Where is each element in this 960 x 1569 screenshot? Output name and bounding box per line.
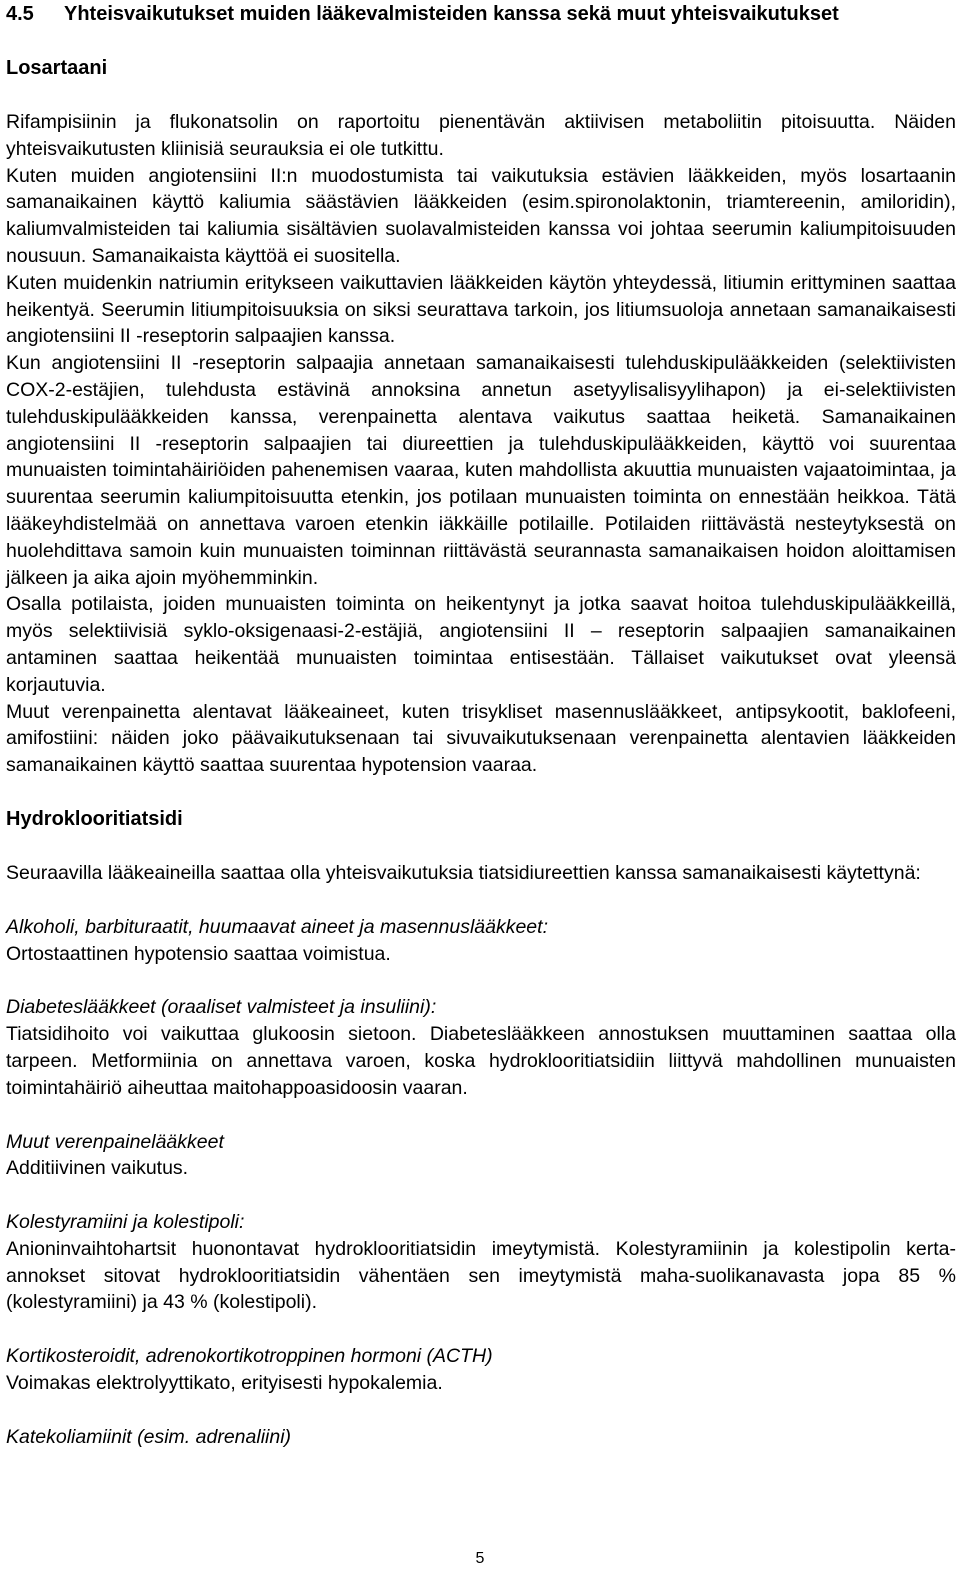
interaction-text-resins: Anioninvaihtohartsit huonontavat hydroklooritiatsidin imeytymistä. Kolestyramiinin ja kolestipolin kerta-annokset sitovat hydroklooritiatsidin vähentäen sen imeytymistä maha-suolikanavasta jopa 85 % (kolestyramiini) ja 43 % (kolestipoli). bbox=[6, 1237, 956, 1314]
interaction-label-corticosteroids: Kortikosteroidit, adrenokortikotroppinen hormoni (ACTH) bbox=[6, 1345, 493, 1368]
section-number: 4.5 bbox=[6, 3, 34, 25]
interaction-label-antidiabetics: Diabeteslääkkeet (oraaliset valmisteet ja insuliini): bbox=[6, 996, 437, 1019]
interaction-label-resins: Kolestyramiini ja kolestipoli: bbox=[6, 1211, 245, 1234]
losartan-paragraph-1: Rifampisiinin ja flukonatsolin on raportoitu pienentävän aktiivisen metaboliitin pitoisuutta. Näiden yhteisvaikutusten kliinisiä seurauksia ei ole tutkittu. bbox=[6, 111, 956, 160]
interaction-text-antidiabetics: Tiatsidihoito voi vaikuttaa glukoosin sietoon. Diabeteslääkkeen annostuksen muuttaminen saattaa olla tarpeen. Metformiinia on annettava varoen, koska hydroklooritiatsidiin liittyvä mahdollinen munuaisten toimintahäiriö aiheuttaa maitohappoasidoosin vaaran. bbox=[6, 1023, 956, 1099]
section-title: Yhteisvaikutukset muiden lääkevalmisteiden kanssa sekä muut yhteisvaikutukset bbox=[64, 3, 839, 25]
hct-heading: Hydroklooritiatsidi bbox=[6, 807, 183, 830]
interaction-text-antihypertensives: Additiivinen vaikutus. bbox=[6, 1157, 189, 1180]
document-page bbox=[6, 0, 956, 1451]
losartan-paragraph-6: Muut verenpainetta alentavat lääkeaineet, kuten trisykliset masennuslääkkeet, antipsykootit, baklofeeni, amifostiini: näiden joko päävaikutuksenaan tai sivuvaikutuksenaan verenpainetta alentavien lääkkeiden samanaikainen käyttö saattaa suurentaa hypotension vaaraa. bbox=[6, 700, 956, 777]
losartan-paragraph-2: Kuten muiden angiotensiini II:n muodostumista tai vaikutuksia estävien lääkkeiden, myös losartaanin samanaikainen käyttö kaliumia säästävien lääkkeiden (esim.spironolaktonin, triamtereenin, amiloridin), kaliumvalmisteiden tai kaliumia sisältävien suolavalmisteiden kanssa voi johtaa seerumin kaliumpitoisuuden nousuun. Samanaikaista käyttöä ei suositella. bbox=[6, 164, 956, 267]
interaction-text-alcohol: Ortostaattinen hypotensio saattaa voimistua. bbox=[6, 942, 391, 965]
section-heading bbox=[6, 0, 956, 28]
losartan-paragraph-5: Osalla potilaista, joiden munuaisten toiminta on heikentynyt ja jotka saavat hoitoa tulehduskipulääkkeillä, myös selektiivisiä syklo-oksigenaasi-2-estäjiä, angiotensiini II – reseptorin salpaajien samanaikainen antaminen saattaa heikentää munuaisten toimintaa entisestään. Tällaiset vaikutukset ovat yleensä korjautuvia. bbox=[6, 593, 956, 696]
page-number: 5 bbox=[475, 1550, 485, 1567]
interaction-label-alcohol: Alkoholi, barbituraatit, huumaavat aineet ja masennuslääkkeet: bbox=[6, 915, 548, 938]
interaction-label-catecholamines: Katekoliamiinit (esim. adrenaliini) bbox=[6, 1425, 292, 1448]
hct-intro: Seuraavilla lääkeaineilla saattaa olla yhteisvaikutuksia tiatsidiureettien kanssa samanaikaisesti käytettynä: bbox=[6, 861, 921, 884]
losartan-paragraph-4: Kun angiotensiini II -reseptorin salpaajia annetaan samanaikaisesti tulehduskipulääkkeiden (selektiivisten COX-2-estäjien, tulehdusta estävinä annoksina annetun asetyylisalisyylihapon) ja ei-selektiivisten tulehduskipulääkkeiden kanssa, verenpainetta alentava vaikutus saattaa heiketä. Samanaikainen angiotensiini II -reseptorin salpaajien tai diureettien ja tulehduskipulääkkeiden, käyttö voi suurentaa munuaisten toimintahäiriöiden pahenemisen vaaraa, kuten mahdollista akuuttia munuaisten vajaatoimintaa, ja suurentaa seerumin kaliumpitoisuutta etenkin, jos potilaan munuaisten toiminta on ennestään heikkoa. Tätä lääkeyhdistelmää on annettava varoen etenkin iäkkäille potilaille. Potilaiden riittävästä nesteytyksestä on huolehdittava samoin kuin munuaisten toiminnan riittävästä seurannasta samanaikaisen hoidon aloittamisen jälkeen ja aika ajoin myöhemminkin. bbox=[6, 352, 956, 589]
losartan-heading: Losartaani bbox=[6, 57, 108, 79]
interaction-text-corticosteroids: Voimakas elektrolyyttikato, erityisesti hypokalemia. bbox=[6, 1372, 443, 1395]
losartan-paragraph-3: Kuten muidenkin natriumin eritykseen vaikuttavien lääkkeiden käytön yhteydessä, litiumin erittyminen saattaa heikentyä. Seerumin litiumpitoisuuksia on siksi seurattava tarkoin, jos litiumsuoloja annetaan samanaikaisesti angiotensiini II -reseptorin salpaajien kanssa. bbox=[6, 271, 956, 348]
interaction-label-antihypertensives: Muut verenpainelääkkeet bbox=[6, 1130, 224, 1153]
